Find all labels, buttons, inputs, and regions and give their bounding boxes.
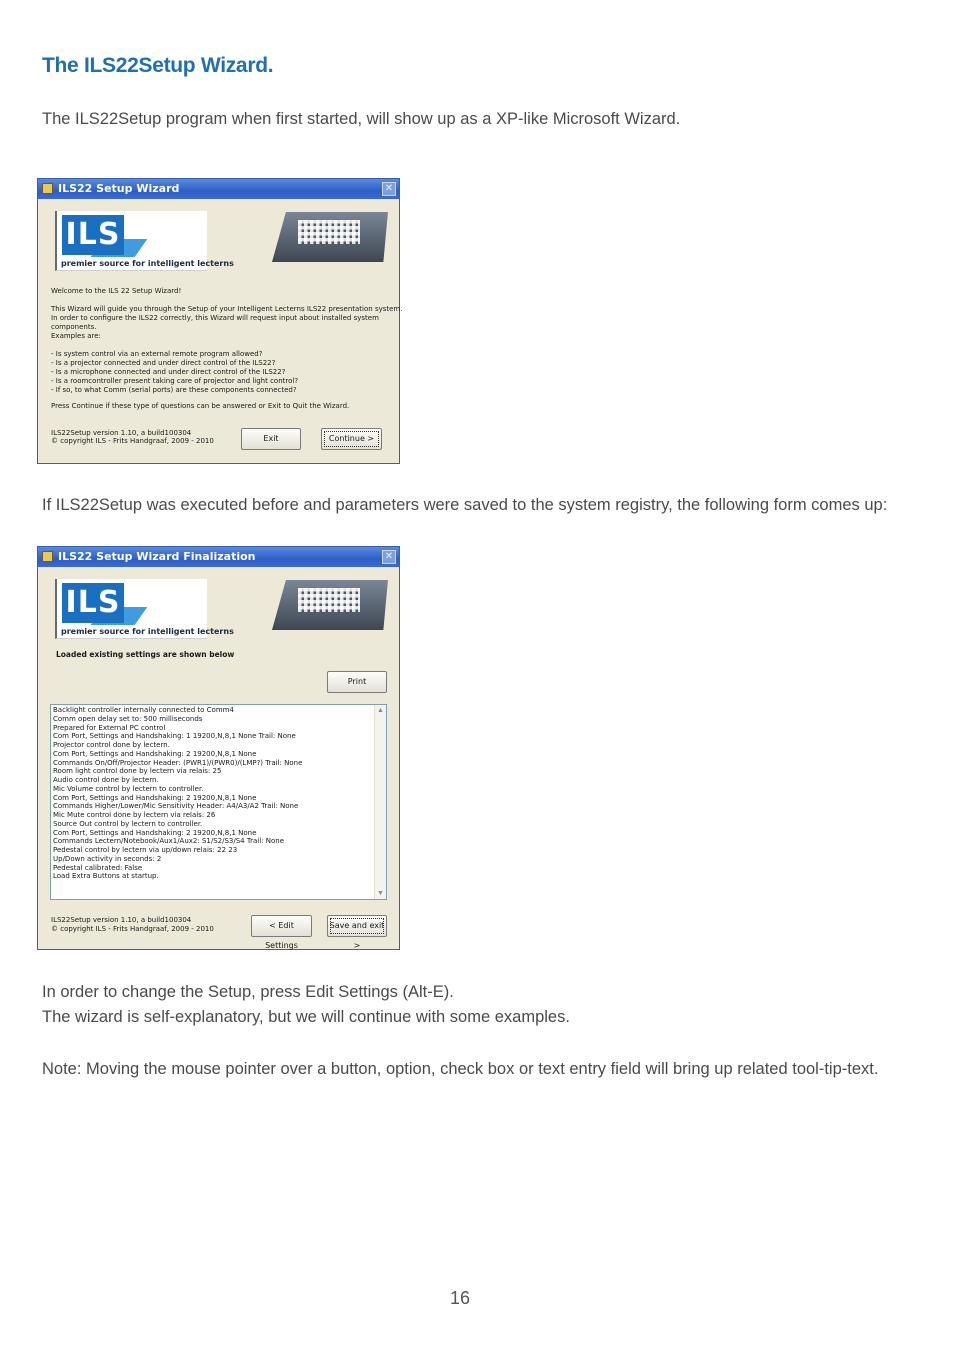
logo-tagline: premier source for intelligent lecterns — [61, 627, 234, 636]
keypad-keys — [298, 220, 360, 244]
settings-line: Mic Volume control by lectern to controller. — [53, 785, 204, 793]
app-icon — [42, 183, 53, 194]
app-icon — [42, 551, 53, 562]
settings-line: Prepared for External PC control — [53, 724, 166, 732]
settings-line: Com Port, Settings and Handshaking: 1 19200,N,8,1 None Trail: None — [53, 732, 296, 740]
ils-logo — [55, 579, 234, 639]
title-bar[interactable] — [38, 179, 399, 199]
logo-mark: ILS — [62, 583, 124, 623]
copyright-text: © copyright ILS - Frits Handgraaf, 2009 - 2010 — [51, 925, 214, 933]
logo-tagline: premier source for intelligent lecterns — [61, 259, 234, 268]
press-continue-text: Press Continue if these type of questions can be answered or Exit to Quit the Wizard. — [51, 402, 350, 410]
settings-listbox[interactable] — [50, 704, 387, 900]
settings-line: Com Port, Settings and Handshaking: 2 19200,N,8,1 None — [53, 750, 257, 758]
continue-button[interactable]: Continue > — [321, 428, 382, 450]
version-text: ILS22Setup version 1.10, a build100304 — [51, 916, 192, 924]
settings-line: Projector control done by lectern. — [53, 741, 170, 749]
finalization-window — [37, 546, 400, 950]
question-line: - Is system control via an external remote program allowed? — [51, 350, 263, 358]
logo-mark: ILS — [62, 215, 124, 255]
settings-line: Comm open delay set to: 500 milliseconds — [53, 715, 203, 723]
keypad-keys — [298, 588, 360, 612]
close-button[interactable]: ✕ — [382, 550, 396, 564]
welcome-text: Welcome to the ILS 22 Setup Wizard! — [51, 287, 182, 295]
after-paragraph-line1: In order to change the Setup, press Edit Settings (Alt-E). — [42, 983, 454, 1001]
print-button[interactable]: Print — [327, 671, 387, 693]
question-line: - Is a roomcontroller present taking care of projector and light control? — [51, 377, 299, 385]
window-title: ILS22 Setup Wizard Finalization — [58, 550, 256, 563]
settings-line: Commands Lectern/Notebook/Aux1/Aux2: S1/S2/S3/S4 Trail: None — [53, 837, 284, 845]
exit-button[interactable]: Exit — [241, 428, 301, 450]
page-heading: The ILS22Setup Wizard. — [42, 54, 274, 77]
intro-paragraph: The ILS22Setup program when first started, will show up as a XP-like Microsoft Wizard. — [42, 110, 681, 128]
settings-line: Load Extra Buttons at startup. — [53, 872, 159, 880]
description-line: In order to configure the ILS22 correctly, this Wizard will request input about installed system — [51, 314, 379, 322]
settings-line: Pedestal control by lectern via up/down relais: 22 23 — [53, 846, 238, 854]
settings-line: Audio control done by lectern. — [53, 776, 159, 784]
settings-line: Mic Mute control done by lectern via relais: 26 — [53, 811, 216, 819]
settings-line: Com Port, Settings and Handshaking: 2 19200,N,8,1 None — [53, 794, 257, 802]
scroll-down-icon[interactable]: ▼ — [377, 890, 384, 897]
after-paragraph-line2: The wizard is self-explanatory, but we will continue with some examples. — [42, 1008, 570, 1026]
vertical-scrollbar[interactable] — [374, 705, 386, 899]
page-number: 16 — [449, 1288, 471, 1308]
lectern-keypad-image — [272, 212, 388, 264]
description-line: Examples are: — [51, 332, 101, 340]
title-bar[interactable] — [38, 547, 399, 567]
window-title: ILS22 Setup Wizard — [58, 182, 180, 195]
save-and-exit-button[interactable]: Save and exit > — [327, 915, 387, 937]
copyright-text: © copyright ILS - Frits Handgraaf, 2009 - 2010 — [51, 437, 214, 445]
question-line: - Is a microphone connected and under direct control of the ILS22? — [51, 368, 286, 376]
scroll-up-icon[interactable]: ▲ — [377, 707, 384, 714]
between-paragraph: If ILS22Setup was executed before and parameters were saved to the system registry, the following form comes up: — [42, 496, 888, 514]
settings-line: Commands Higher/Lower/Mic Sensitivity Header: A4/A3/A2 Trail: None — [53, 802, 299, 810]
settings-line: Room light control done by lectern via relais: 25 — [53, 767, 222, 775]
setup-wizard-window — [37, 178, 403, 464]
note-paragraph: Note: Moving the mouse pointer over a button, option, check box or text entry field will bring up related tool-tip-text. — [42, 1060, 879, 1078]
close-button[interactable]: ✕ — [382, 182, 396, 196]
version-text: ILS22Setup version 1.10, a build100304 — [51, 429, 192, 437]
settings-line: Pedestal calibrated: False — [53, 864, 143, 872]
settings-line: Source Out control by lectern to controller. — [53, 820, 203, 828]
loaded-settings-label: Loaded existing settings are shown below — [56, 650, 235, 659]
description-line: components. — [51, 323, 97, 331]
question-line: - Is a projector connected and under direct control of the ILS22? — [51, 359, 276, 367]
question-line: - If so, to what Comm (serial ports) are these components connected? — [51, 386, 297, 394]
settings-line: Up/Down activity in seconds: 2 — [53, 855, 162, 863]
lectern-keypad-image — [272, 580, 388, 632]
settings-line: Com Port, Settings and Handshaking: 2 19200,N,8,1 None — [53, 829, 257, 837]
ils-logo — [55, 211, 234, 271]
description-line: This Wizard will guide you through the Setup of your Intelligent Lecterns ILS22 presentation system. — [51, 305, 403, 313]
edit-settings-button[interactable]: < Edit Settings — [251, 915, 312, 937]
settings-line: Backlight controller internally connected to Comm4 — [53, 706, 234, 714]
settings-line: Commands On/Off/Projector Header: (PWR1)/(PWR0)/(LMP?) Trail: None — [53, 759, 303, 767]
